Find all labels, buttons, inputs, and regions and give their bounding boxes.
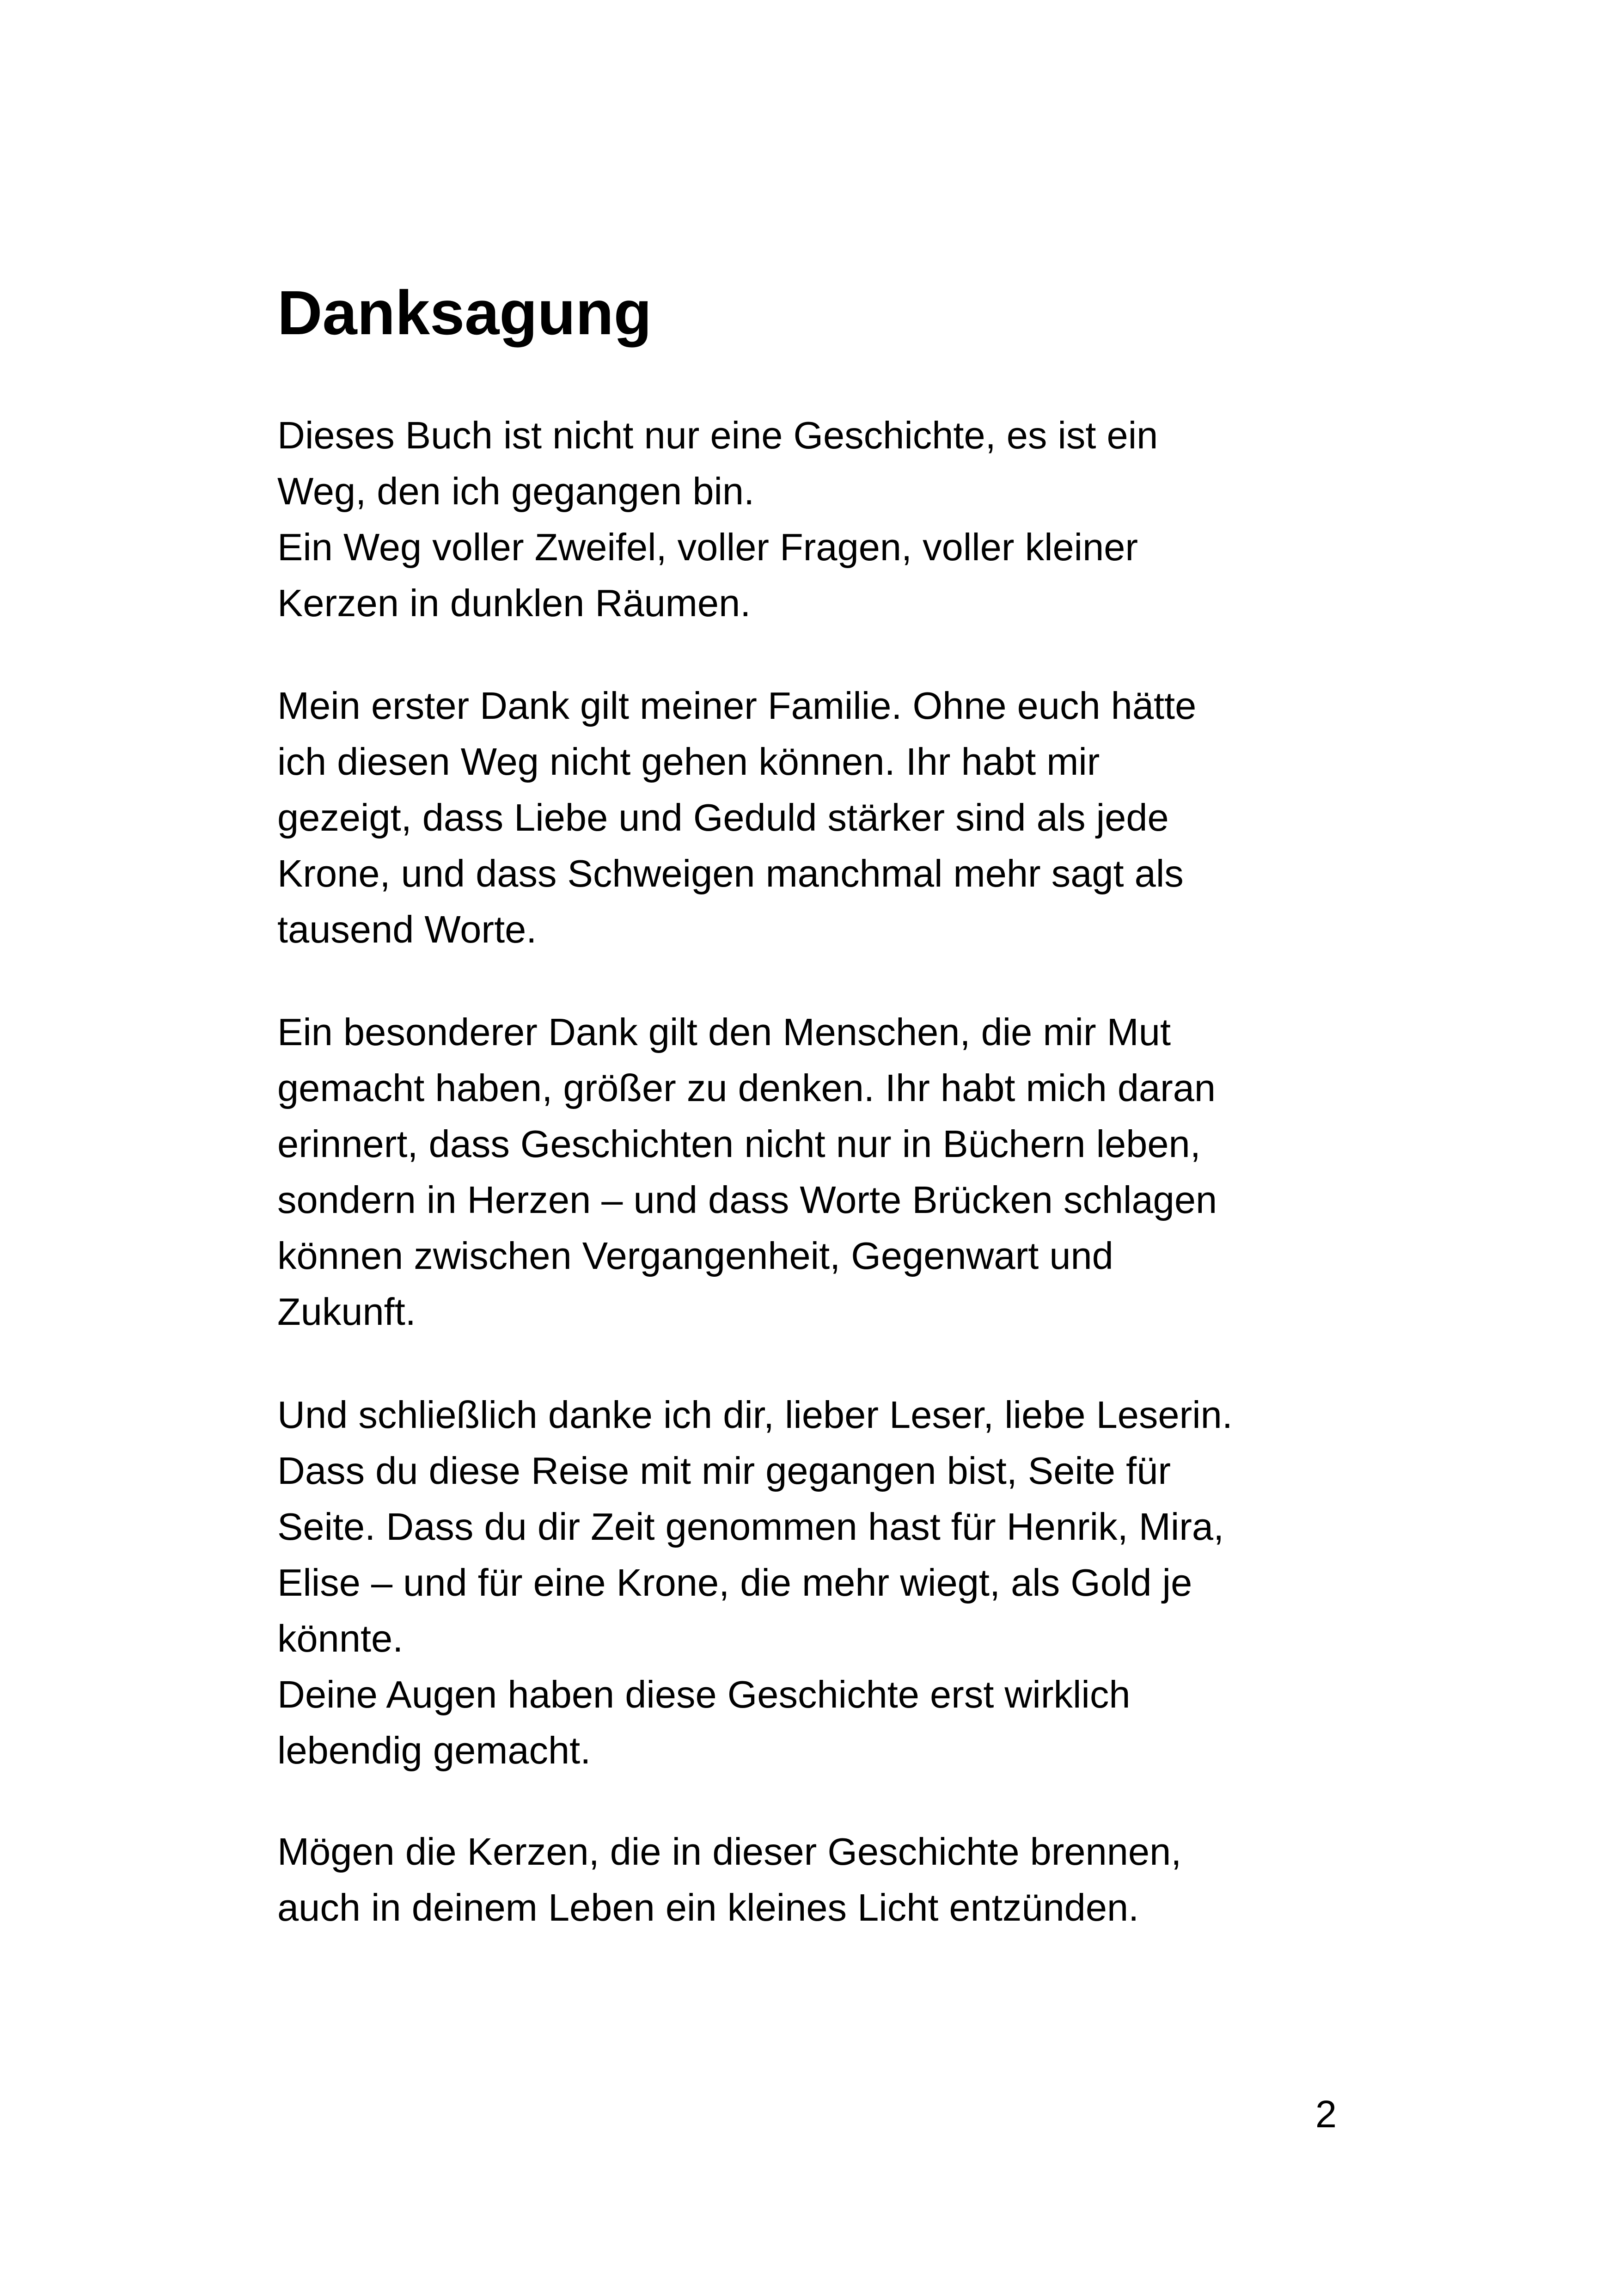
text-line: Mein erster Dank gilt meiner Familie. Ohne euch hätte — [277, 684, 1197, 727]
text-line: Ein Weg voller Zweifel, voller Fragen, voller kleiner — [277, 526, 1138, 569]
text-line: Elise – und für eine Krone, die mehr wiegt, als Gold je — [277, 1561, 1192, 1604]
text-line: sondern in Herzen – und dass Worte Brücken schlagen — [277, 1178, 1217, 1221]
text-line: Weg, den ich gegangen bin. — [277, 470, 755, 513]
page-number: 2 — [1315, 2093, 1337, 2136]
text-line: Dass du diese Reise mit mir gegangen bist, Seite für — [277, 1449, 1171, 1492]
paragraph-special-thanks — [277, 1004, 1217, 1340]
text-line: Krone, und dass Schweigen manchmal mehr sagt als — [277, 852, 1184, 895]
text-line: ich diesen Weg nicht gehen können. Ihr habt mir — [277, 740, 1100, 783]
text-line: Und schließlich danke ich dir, lieber Leser, liebe Leserin. — [277, 1393, 1233, 1436]
text-line: können zwischen Vergangenheit, Gegenwart und — [277, 1234, 1113, 1277]
paragraph-intro — [277, 407, 1158, 631]
text-line: Ein besonderer Dank gilt den Menschen, die mir Mut — [277, 1010, 1171, 1053]
text-line: Zukunft. — [277, 1290, 416, 1333]
text-line: erinnert, dass Geschichten nicht nur in Büchern leben, — [277, 1122, 1201, 1165]
page-title: Danksagung — [277, 278, 652, 348]
paragraph-family — [277, 678, 1196, 957]
text-line: tausend Worte. — [277, 908, 537, 951]
text-line: Dieses Buch ist nicht nur eine Geschichte, es ist ein — [277, 414, 1158, 457]
text-line: auch in deinem Leben ein kleines Licht entzünden. — [277, 1886, 1139, 1929]
text-line: Kerzen in dunklen Räumen. — [277, 582, 751, 625]
text-line: Seite. Dass du dir Zeit genommen hast für Henrik, Mira, — [277, 1505, 1224, 1548]
paragraph-closing — [277, 1824, 1181, 1935]
text-line: Deine Augen haben diese Geschichte erst wirklich — [277, 1673, 1131, 1716]
text-line: gezeigt, dass Liebe und Geduld stärker sind als jede — [277, 796, 1169, 839]
text-line: lebendig gemacht. — [277, 1729, 591, 1772]
text-line: könnte. — [277, 1617, 404, 1660]
text-line: gemacht haben, größer zu denken. Ihr habt mich daran — [277, 1066, 1216, 1109]
text-line: Mögen die Kerzen, die in dieser Geschichte brennen, — [277, 1830, 1182, 1873]
paragraph-reader — [277, 1387, 1233, 1778]
